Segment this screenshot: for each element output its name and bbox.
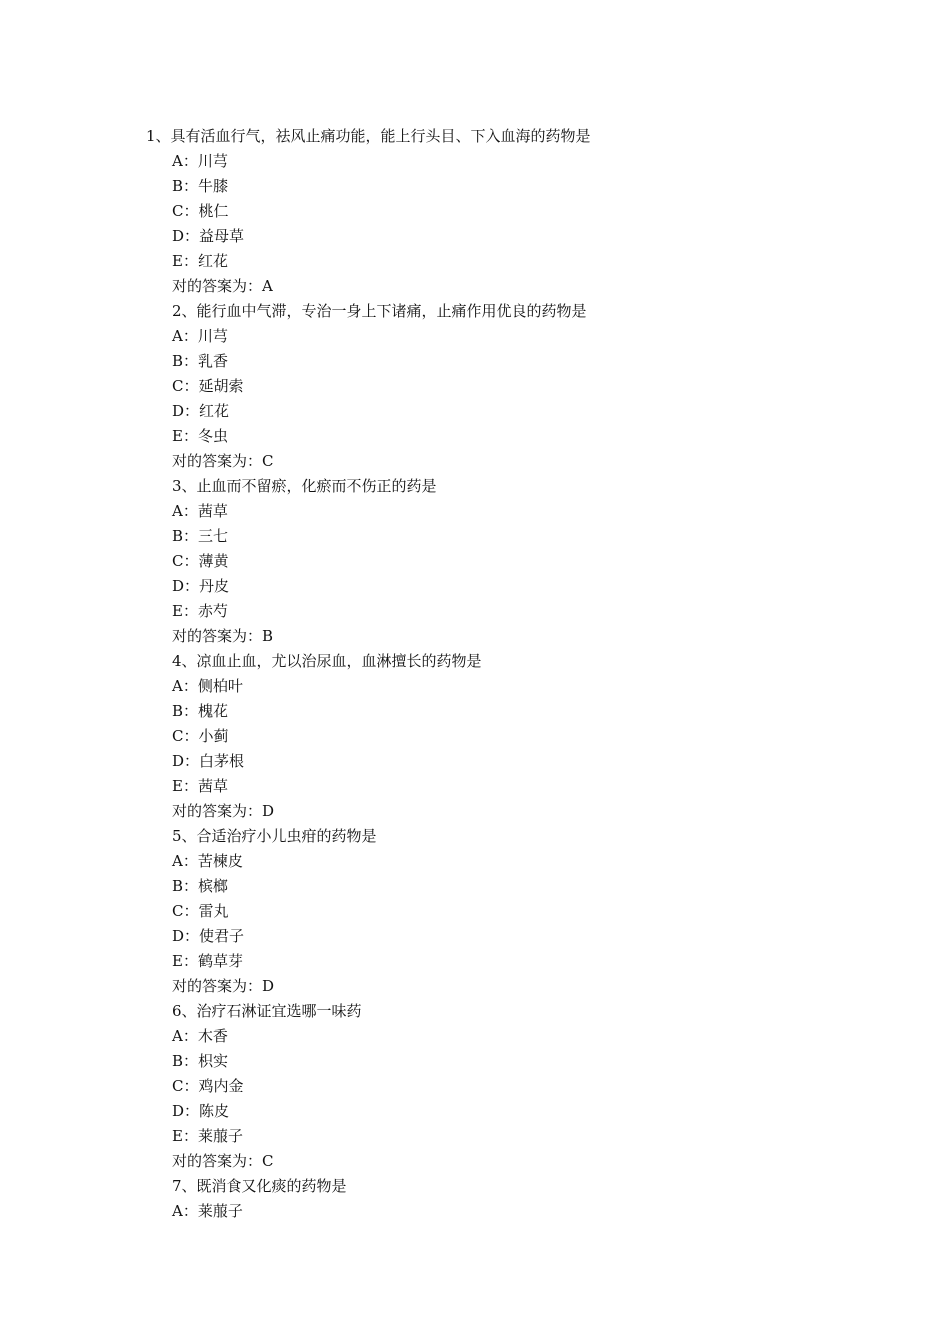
option-d: D：益母草	[172, 227, 245, 245]
option-d: D：使君子	[172, 927, 245, 945]
option-a: A：莱菔子	[172, 1202, 243, 1220]
option-b: B：枳实	[172, 1052, 229, 1070]
option-e: E：鹤草芽	[172, 952, 243, 970]
option-d: D：红花	[172, 402, 230, 420]
option-c: C：薄黄	[172, 552, 229, 570]
option-a: A：苦楝皮	[172, 852, 243, 870]
option-a: A：木香	[172, 1027, 228, 1045]
option-c: C：延胡索	[172, 377, 244, 395]
question-stem: 2、能行血中气滞，专治一身上下诸痛，止痛作用优良的药物是	[172, 302, 587, 320]
option-a: A：茜草	[172, 502, 228, 520]
option-e: E：冬虫	[172, 427, 228, 445]
answer-line: 对的答案为：B	[172, 627, 274, 645]
option-e: E：红花	[172, 252, 228, 270]
option-c: C：桃仁	[172, 202, 229, 220]
option-d: D：白茅根	[172, 752, 245, 770]
option-c: C：雷丸	[172, 902, 229, 920]
question-stem: 1、具有活血行气，祛风止痛功能，能上行头目、下入血海的药物是	[146, 127, 591, 145]
question-list	[146, 124, 906, 1224]
option-b: B：槐花	[172, 702, 229, 720]
option-c: C：小蓟	[172, 727, 229, 745]
option-b: B：乳香	[172, 352, 229, 370]
option-a: A：川芎	[172, 327, 228, 345]
answer-line: 对的答案为：C	[172, 452, 274, 470]
question-stem: 4、凉血止血，尤以治尿血，血淋擅长的药物是	[172, 652, 482, 670]
question-stem: 7、既消食又化痰的药物是	[172, 1177, 347, 1195]
option-a: A：川芎	[172, 152, 228, 170]
answer-line: 对的答案为：D	[172, 802, 275, 820]
option-c: C：鸡内金	[172, 1077, 244, 1095]
option-b: B：牛膝	[172, 177, 229, 195]
option-e: E：茜草	[172, 777, 228, 795]
answer-line: 对的答案为：C	[172, 1152, 274, 1170]
option-b: B：槟榔	[172, 877, 229, 895]
option-b: B：三七	[172, 527, 229, 545]
option-e: E：赤芍	[172, 602, 228, 620]
answer-line: 对的答案为：A	[172, 277, 273, 295]
question-stem: 5、合适治疗小儿虫疳的药物是	[172, 827, 377, 845]
question-stem: 6、治疗石淋证宜选哪一味药	[172, 1002, 362, 1020]
question-stem: 3、止血而不留瘀，化瘀而不伤正的药是	[172, 477, 437, 495]
option-d: D：丹皮	[172, 577, 230, 595]
option-d: D：陈皮	[172, 1102, 230, 1120]
answer-line: 对的答案为：D	[172, 977, 275, 995]
option-a: A：侧柏叶	[172, 677, 243, 695]
option-e: E：莱菔子	[172, 1127, 243, 1145]
